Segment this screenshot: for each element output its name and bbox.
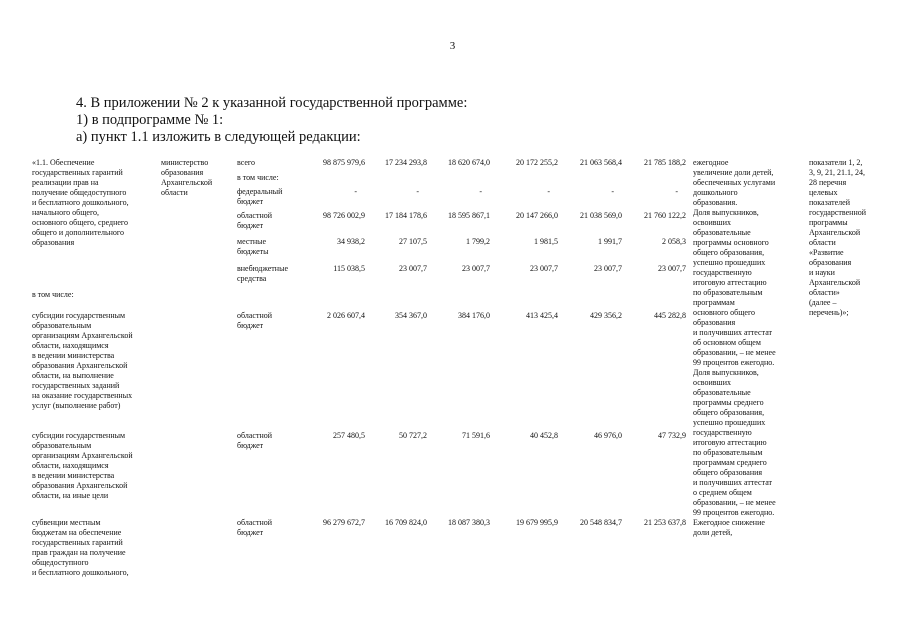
funding-value: 27 107,5	[399, 237, 427, 246]
funding-value: 384 176,0	[458, 311, 490, 320]
sub-item-name: субсидии государственным образовательным организациям Архангельской области, находящимся в ведении министерства образования Архангельской области, на выполнение государственных заданий на оказание государственных услуг (выполнение работ)	[32, 311, 133, 410]
funding-source-label: местные бюджеты	[237, 237, 269, 256]
page-number: 3	[449, 40, 456, 52]
intro-line-1: 4. В приложении № 2 к указанной государственной программе:	[76, 95, 468, 111]
intro-line-3: а) пункт 1.1 изложить в следующей редакции:	[76, 129, 361, 145]
funding-value: -	[354, 187, 357, 196]
funding-source-label: областной бюджет	[237, 211, 273, 230]
expected-results: ежегодное увеличение доли детей, обеспеченных услугами дошкольного образования. Доля выпускников, освоивших образовательные программы основного общего образования, успешно прошедших государственную итоговую аттестацию по образовательным программам основного общего образования и получивших аттестат об основном общем образовании, – не менее 99 процентов ежегодно. Доля выпускников, освоивших образовательные программы среднего общего образования, успешно прошедших государственную итоговую аттестацию по образовательным программам среднего общего образования и получивших аттестат о среднем общем образовании, – не менее 99 процентов ежегодно. Ежегодное снижение доли детей,	[693, 158, 776, 537]
funding-source-label: областной бюджет	[237, 431, 273, 450]
sub-item-name: субвенции местным бюджетам на обеспечение государственных гарантий прав граждан на получение общедоступного и бесплатного дошкольного,	[32, 518, 129, 577]
funding-value: -	[479, 187, 482, 196]
funding-source-label: в том числе:	[237, 173, 279, 182]
funding-value: 50 727,2	[399, 431, 427, 440]
funding-value: 19 679 995,9	[516, 518, 558, 527]
funding-source-label: областной бюджет	[237, 518, 273, 537]
in-that-number-label: в том числе:	[32, 290, 74, 299]
funding-value: -	[547, 187, 550, 196]
funding-value: 23 007,7	[399, 264, 427, 273]
funding-value: 1 981,5	[534, 237, 558, 246]
funding-value: 20 172 255,2	[516, 158, 558, 167]
funding-value: 17 234 293,8	[385, 158, 427, 167]
funding-value: 445 282,8	[654, 311, 686, 320]
funding-value: 23 007,7	[658, 264, 686, 273]
funding-value: 46 976,0	[594, 431, 622, 440]
funding-value: 1 799,2	[466, 237, 490, 246]
funding-value: -	[416, 187, 419, 196]
funding-value: 98 875 979,6	[323, 158, 365, 167]
funding-value: 18 595 867,1	[448, 211, 490, 220]
funding-value: 2 026 607,4	[327, 311, 365, 320]
funding-value: 17 184 178,6	[385, 211, 427, 220]
funding-value: 115 038,5	[333, 264, 365, 273]
funding-value: 40 452,8	[530, 431, 558, 440]
funding-value: 21 785 188,2	[644, 158, 686, 167]
funding-value: 20 147 266,0	[516, 211, 558, 220]
sub-item-name: субсидии государственным образовательным организациям Архангельской области, находящимся в ведении министерства образования Архангельской области, на иные цели	[32, 431, 133, 500]
measure-name: «1.1. Обеспечение государственных гарантий реализации прав на получение общедоступного и бесплатного дошкольного, начального общего, основного общего, среднего общего и дополнительного образования	[32, 158, 129, 247]
funding-value: 96 279 672,7	[323, 518, 365, 527]
funding-source-label: внебюджетные средства	[237, 264, 288, 283]
target-indicators: показатели 1, 2, 3, 9, 21, 21.1, 24, 28 перечня целевых показателей государственной программы Архангельской области «Развитие образования и науки Архангельской области» (далее – перечень)»;	[809, 158, 867, 317]
funding-value: 18 087 380,3	[448, 518, 490, 527]
funding-value: 71 591,6	[462, 431, 490, 440]
funding-value: 1 991,7	[598, 237, 622, 246]
funding-value: 23 007,7	[530, 264, 558, 273]
funding-value: 354 367,0	[395, 311, 427, 320]
funding-value: 413 425,4	[526, 311, 558, 320]
funding-value: 257 480,5	[333, 431, 365, 440]
funding-source-label: областной бюджет	[237, 311, 273, 330]
funding-value: 429 356,2	[590, 311, 622, 320]
funding-value: -	[675, 187, 678, 196]
funding-value: -	[611, 187, 614, 196]
funding-value: 23 007,7	[594, 264, 622, 273]
funding-source-label: федеральный бюджет	[237, 187, 283, 206]
intro-line-2: 1) в подпрограмме № 1:	[76, 112, 224, 128]
funding-value: 34 938,2	[337, 237, 365, 246]
funding-value: 21 253 637,8	[644, 518, 686, 527]
funding-value: 98 726 002,9	[323, 211, 365, 220]
funding-value: 21 760 122,2	[644, 211, 686, 220]
executor: министерство образования Архангельской области	[161, 158, 213, 197]
funding-value: 21 063 568,4	[580, 158, 622, 167]
funding-value: 47 732,9	[658, 431, 686, 440]
funding-value: 16 709 824,0	[385, 518, 427, 527]
funding-value: 23 007,7	[462, 264, 490, 273]
funding-source-label: всего	[237, 158, 256, 167]
funding-value: 2 058,3	[662, 237, 686, 246]
funding-value: 21 038 569,0	[580, 211, 622, 220]
funding-value: 20 548 834,7	[580, 518, 622, 527]
funding-value: 18 620 674,0	[448, 158, 490, 167]
